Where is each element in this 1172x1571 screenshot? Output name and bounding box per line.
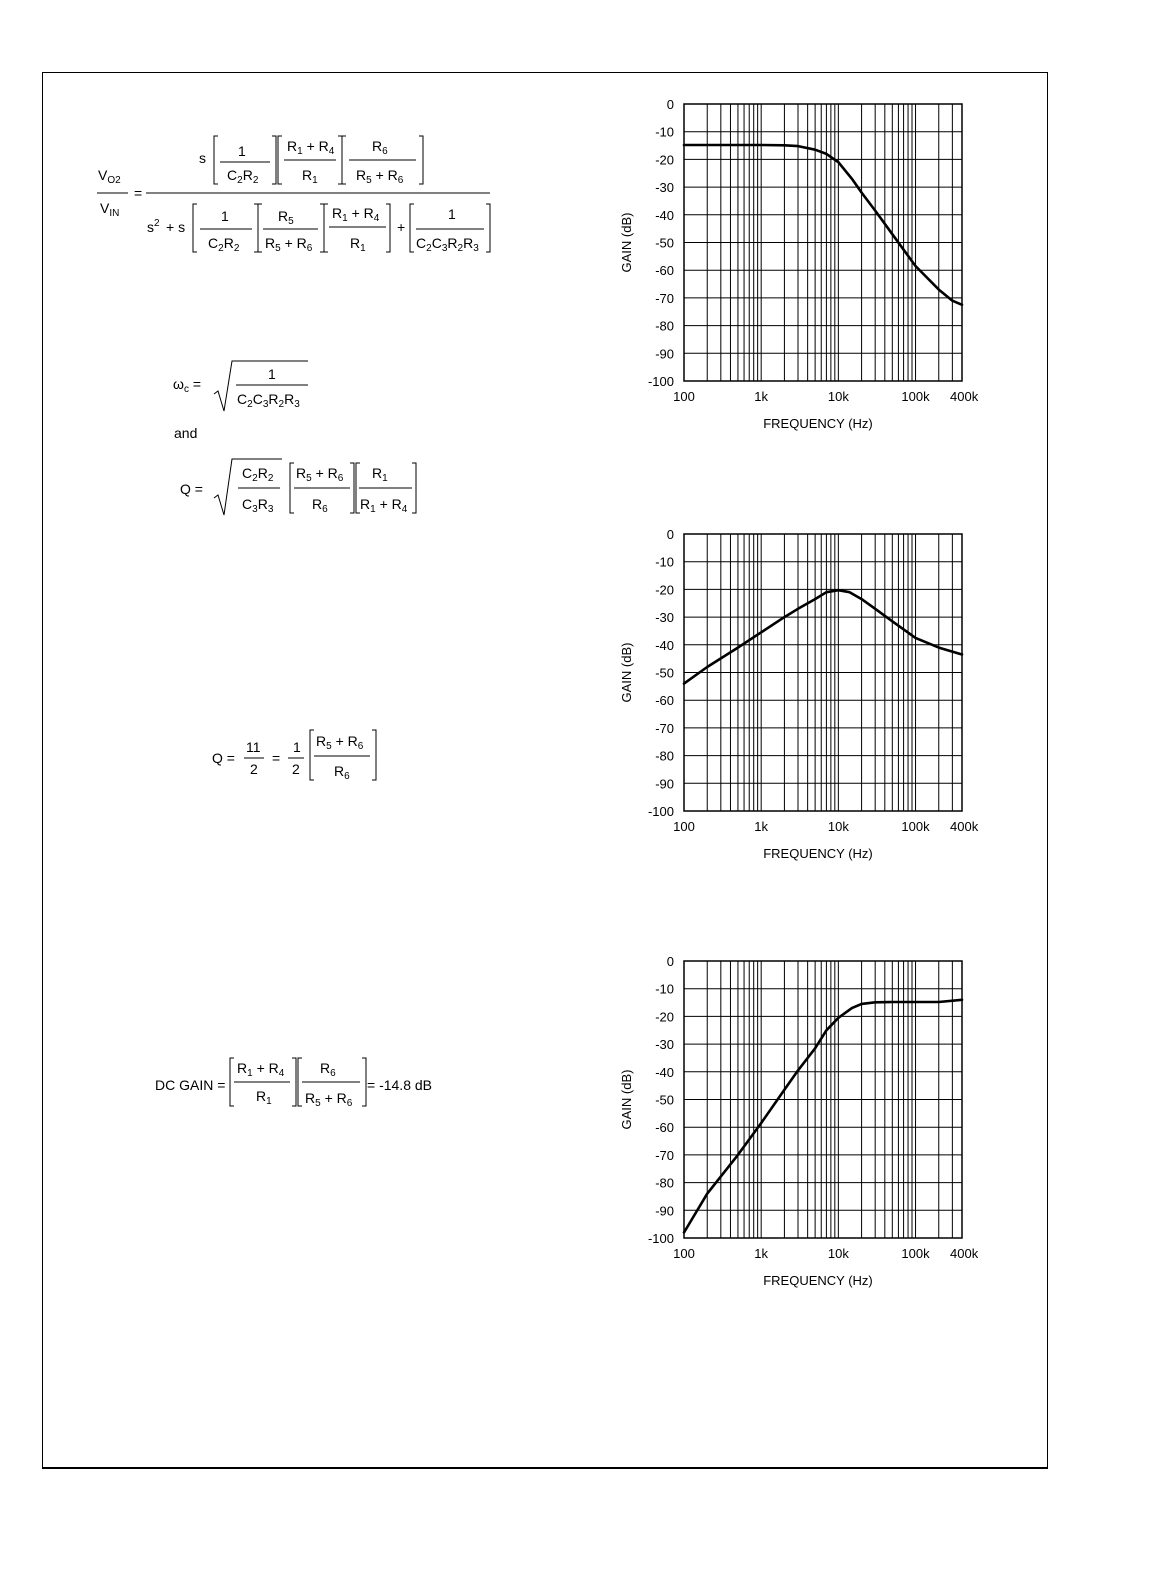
q-r6: $R_6$ (312, 496, 328, 515)
omega-c-equation (173, 361, 308, 411)
y-tick-label: -100 (647, 1231, 674, 1246)
y-tick-label: -70 (655, 290, 674, 306)
y-tick-label: 0 (666, 954, 674, 969)
den-plus: + (397, 219, 406, 235)
x-axis-label: FREQUENCY (Hz) (763, 416, 873, 431)
q-num-c2r2: $C_2R_2$ (242, 465, 274, 484)
y-tick-label: -80 (655, 1175, 674, 1191)
y-axis-label: GAIN (dB) (619, 642, 634, 703)
y-tick-label: -30 (655, 610, 674, 626)
y-tick-label: -20 (655, 152, 674, 168)
q-two-b: 2 (292, 761, 300, 777)
y-tick-label: -60 (655, 263, 674, 279)
x-axis-label: FREQUENCY (Hz) (763, 1273, 873, 1288)
x-tick-label: 1k (754, 1246, 769, 1261)
x-tick-label: 100 (673, 1246, 695, 1261)
y-axis-label: GAIN (dB) (619, 1069, 634, 1130)
den-r1-plus-r4: $R_1 + R_4$ (332, 205, 380, 224)
y-tick-label: -10 (655, 554, 674, 570)
q-formula-equation (180, 459, 416, 515)
dc-r1-plus-r4: $R_1 + R_4$ (237, 1060, 285, 1079)
num-one: 1 (238, 143, 246, 159)
x-tick-label: 100 (673, 819, 695, 834)
x-tick-label: 10k (827, 1246, 849, 1261)
dc-r6: $R_6$ (320, 1060, 336, 1079)
y-tick-label: -10 (655, 124, 674, 140)
x-tick-label: 100k (901, 389, 930, 404)
den-one-a: 1 (221, 208, 229, 224)
num-r5-plus-r6: $R_5 + R_6$ (356, 167, 404, 186)
q-value-r6: $R_6$ (334, 763, 350, 782)
y-tick-label: -80 (655, 318, 674, 334)
chart-lowpass (600, 90, 1000, 455)
den-c2r2: $C_2R_2$ (208, 235, 240, 254)
num-r1-plus-r4: $R_1 + R_4$ (287, 138, 335, 157)
omega-c-label: $\omega_c$ = (173, 376, 202, 395)
chart-lowpass-svg (600, 90, 1000, 450)
den-one-b: 1 (448, 206, 456, 222)
y-tick-label: -20 (655, 1009, 674, 1025)
y-tick-label: -30 (655, 180, 674, 196)
den-plus-s: + s (166, 219, 186, 235)
series-line (684, 590, 962, 683)
q-equals: = (272, 750, 281, 766)
q-r1: $R_1$ (372, 465, 388, 484)
den-r5: $R_5$ (278, 208, 294, 227)
x-tick-label: 400k (950, 819, 979, 834)
grid (684, 534, 962, 811)
y-tick-label: -50 (655, 665, 674, 681)
y-axis-label: GAIN (dB) (619, 212, 634, 273)
transfer-function-equation (97, 136, 490, 254)
q-one: 1 (293, 739, 301, 755)
y-tick-label: -40 (655, 207, 674, 223)
q-r1-plus-r4: $R_1 + R_4$ (360, 496, 408, 515)
y-tick-label: -80 (655, 748, 674, 764)
y-tick-label: -30 (655, 1037, 674, 1053)
y-tick-label: -50 (655, 1092, 674, 1108)
x-tick-label: 400k (950, 389, 979, 404)
y-tick-label: -60 (655, 1120, 674, 1136)
den-s-squared: $s^2$ (147, 218, 160, 235)
y-tick-label: -100 (647, 804, 674, 819)
dc-r1: $R_1$ (256, 1088, 272, 1107)
y-tick-label: -40 (655, 1064, 674, 1080)
omega-den: $C_2C_3R_2R_3$ (237, 391, 300, 410)
num-r1: $R_1$ (302, 167, 318, 186)
den-c2c3r2r3: $C_2C_3R_2R_3$ (416, 235, 479, 254)
y-tick-label: -70 (655, 720, 674, 736)
q-value-r5-plus-r6: $R_5 + R_6$ (316, 733, 364, 752)
q-r5-plus-r6: $R_5 + R_6$ (296, 465, 344, 484)
q-two-a: 2 (250, 761, 258, 777)
y-tick-label: -40 (655, 637, 674, 653)
x-tick-label: 100k (901, 819, 930, 834)
chart-bandpass-svg (600, 520, 1000, 880)
series-line (684, 1000, 962, 1233)
y-tick-label: -100 (647, 374, 674, 389)
x-tick-label: 10k (827, 389, 849, 404)
y-tick-label: -90 (655, 1203, 674, 1219)
x-tick-label: 100k (901, 1246, 930, 1261)
q-value-equation (212, 730, 376, 782)
y-tick-label: -90 (655, 346, 674, 362)
dc-r5-plus-r6: $R_5 + R_6$ (305, 1090, 353, 1109)
dc-gain-label: DC GAIN = (155, 1077, 226, 1093)
lhs-denominator: $V_{IN}$ (100, 200, 120, 219)
x-tick-label: 100 (673, 389, 695, 404)
and-label: and (174, 425, 198, 441)
omega-one: 1 (268, 366, 276, 382)
lhs-numerator: $V_{O2}$ (98, 167, 121, 186)
dc-gain-equation (155, 1058, 432, 1109)
chart-bandpass (600, 520, 1000, 885)
y-tick-label: 0 (666, 97, 674, 112)
y-tick-label: -70 (655, 1147, 674, 1163)
q-eleven: 11 (246, 739, 261, 755)
q-formula-label: Q = (180, 481, 203, 497)
y-tick-label: -50 (655, 235, 674, 251)
x-axis-label: FREQUENCY (Hz) (763, 846, 873, 861)
y-tick-label: -20 (655, 582, 674, 598)
x-tick-label: 10k (827, 819, 849, 834)
x-tick-label: 1k (754, 389, 769, 404)
y-tick-label: -60 (655, 693, 674, 709)
num-c2r2: $C_2R_2$ (227, 167, 259, 186)
y-tick-label: -10 (655, 981, 674, 997)
series-line (684, 145, 962, 305)
y-tick-label: 0 (666, 527, 674, 542)
q-den-c3r3: $C_3R_3$ (242, 496, 274, 515)
chart-highpass (600, 947, 1000, 1312)
q-value-label: Q = (212, 750, 235, 766)
x-tick-label: 1k (754, 819, 769, 834)
chart-highpass-svg (600, 947, 1000, 1307)
den-r5-plus-r6: $R_5 + R_6$ (265, 235, 313, 254)
dc-gain-result: = -14.8 dB (367, 1077, 432, 1093)
den-r1: $R_1$ (350, 235, 366, 254)
x-tick-label: 400k (950, 1246, 979, 1261)
num-r6: $R_6$ (372, 138, 388, 157)
y-tick-label: -90 (655, 776, 674, 792)
equals-sign: = (134, 185, 143, 201)
numerator-s: s (199, 150, 206, 166)
